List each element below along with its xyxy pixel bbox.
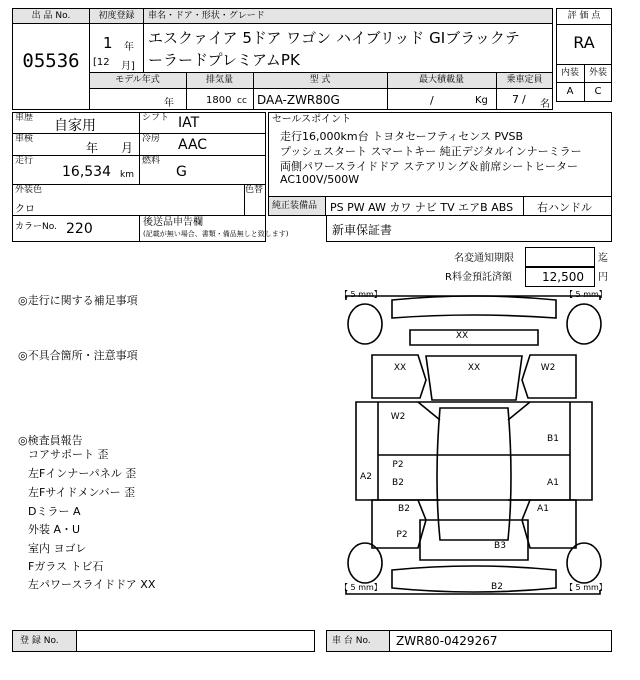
tire-rl-depth: 【 5 (340, 583, 359, 592)
inspector-line-4: Dミラー A (28, 505, 81, 518)
fuel-label: 燃料 (142, 156, 161, 166)
displacement-value: 1800 (206, 95, 232, 106)
reg-no-label: 登 録 No. (20, 636, 59, 646)
model-title-line-1: エスクァイア 5ドア ワゴン ハイブリッド GIブラックテ (148, 29, 520, 47)
recycle-unit: 円 (598, 272, 608, 283)
fuel-value: G (176, 164, 187, 180)
load-slash: / (430, 94, 434, 107)
wheel-fr (567, 304, 601, 344)
ext-color-value: クロ (15, 204, 35, 215)
inspector-line-3: 左Fサイドメンバー 歪 (28, 486, 136, 499)
mark-windshield: XX (467, 363, 481, 373)
ac-label: 冷房 (142, 134, 161, 144)
model-year-label: モデル年式 (115, 75, 160, 85)
interior-label: 内装 (560, 68, 579, 78)
mark-left-rear-b2: B2 (398, 504, 410, 514)
history-label: 車歴 (15, 113, 34, 123)
right-front-fender (522, 355, 576, 398)
hood-panel (410, 330, 538, 345)
history-value: 自家用 (54, 118, 96, 134)
mark-rear-bumper: B2 (491, 582, 503, 592)
color-no-value: 220 (66, 221, 93, 237)
front-bumper (392, 296, 556, 318)
mark-left-side: A2 (360, 472, 372, 482)
sales-line-3: 両側パワースライドドア ステアリング＆前席シートヒーター (280, 160, 578, 173)
shift-value: IAT (178, 115, 200, 131)
load-unit: Kg (475, 95, 488, 106)
recycle-value: 12,500 (542, 270, 584, 284)
sales-line-1: 走行16,000km台 トヨタセーフティセンス PVSB (280, 130, 524, 143)
warranty-value: 新車保証書 (332, 223, 393, 237)
inspection-year-unit: 年 (86, 141, 99, 155)
tire-fl-depth: 【 5 (340, 290, 359, 299)
inspection-label: 車検 (15, 134, 34, 144)
load-label: 最大積載量 (418, 75, 464, 85)
mark-right-rear-door: A1 (547, 478, 559, 488)
seats-label: 乗車定員 (506, 75, 543, 85)
tire-fl-unit: mm】 (358, 290, 382, 299)
exterior-grade: C (594, 86, 602, 97)
interior-grade: A (566, 86, 574, 97)
supplement-label: ◎走行に関する補足事項 (18, 294, 138, 307)
mileage-unit: km (120, 170, 134, 180)
mark-left-rear-p2: P2 (396, 530, 408, 540)
wheel-fl (348, 304, 382, 344)
reg-year: 1 (103, 34, 113, 52)
type-value: DAA-ZWR80G (257, 93, 340, 107)
mileage-label: 走行 (15, 156, 34, 166)
reg-month: [12 (93, 57, 110, 68)
seats-slash: / (522, 93, 526, 106)
tire-fr-unit: mm】 (583, 290, 607, 299)
defect-label: ◎不具合箇所・注意事項 (18, 349, 138, 362)
exterior-label: 外装 (588, 68, 607, 78)
sales-line-4: AC100V/500W (280, 173, 360, 186)
mark-hood: XX (455, 331, 469, 341)
chassis-label: 車 台 No. (332, 636, 371, 646)
equip-label: 純正装備品 (272, 201, 318, 211)
tire-rl-unit: mm】 (358, 583, 382, 592)
post-docs-note: (記載が無い場合、書類・備品無しと致します) (143, 230, 289, 238)
mark-left-front-door-b2: B2 (392, 478, 404, 488)
body-doorlines (378, 402, 570, 500)
equip-value: PS PW AW カワ ナビ TV エアB ABS (330, 201, 514, 214)
seats-value: 7 (512, 93, 519, 106)
inspector-line-2: 左Fインナーパネル 歪 (28, 467, 137, 480)
model-title-line-2: ーラードプレミアムPK (148, 51, 300, 69)
grade-label: 評 価 点 (567, 11, 601, 21)
lot-number: 05536 (22, 50, 80, 72)
title-label: 車名・ドア・形状・グレード (148, 11, 265, 21)
right-rear-quarter (522, 500, 576, 548)
sales-line-2: プッシュスタート スマートキー 純正デジタルインナーミラー (280, 145, 582, 158)
wheel-rl (348, 543, 382, 583)
post-docs-label: 後送品申告欄 (143, 217, 203, 228)
mark-right-rear-side: A1 (537, 504, 549, 514)
mark-rear-b3: B3 (494, 541, 506, 551)
mileage-value: 16,534 (62, 164, 111, 180)
mark-right-front-door: B1 (547, 434, 559, 444)
color-change-label: 色替 (245, 185, 264, 195)
inspector-line-7: Fガラス トビ石 (28, 560, 104, 573)
ac-value: AAC (178, 137, 208, 153)
reg-label: 初度登録 (98, 11, 135, 21)
inspection-month-unit: 月 (121, 141, 134, 155)
inspector-line-8: 左パワースライドドア XX (28, 578, 156, 591)
grade-value: RA (573, 33, 595, 52)
displacement-label: 排気量 (205, 75, 233, 85)
notice-unit: 迄 (598, 253, 608, 264)
shift-label: シフト (142, 113, 170, 123)
mark-left-front-fender: XX (393, 363, 407, 373)
handle-value: 右ハンドル (537, 201, 592, 214)
mark-roof: W2 (390, 412, 406, 422)
model-year-unit: 年 (164, 98, 174, 109)
recycle-label: R料金預託済額 (445, 272, 512, 283)
mark-right-front-fender: W2 (540, 363, 556, 373)
chassis-value: ZWR80-0429267 (396, 634, 498, 648)
lot-label: 出 品 No. (31, 11, 71, 21)
tire-rr-depth: 【 5 (565, 583, 584, 592)
tire-fr-depth: 【 5 (565, 290, 584, 299)
rear-bumper (392, 566, 556, 592)
notice-label: 名変通知期限 (454, 253, 514, 264)
inspector-line-1: コアサポート 歪 (28, 448, 109, 461)
inspector-line-6: 室内 ヨゴレ (28, 542, 87, 555)
displacement-unit: cc (237, 96, 247, 106)
type-label: 型 式 (309, 75, 331, 85)
inspector-line-5: 外装 A・U (28, 523, 81, 536)
pillars (418, 402, 530, 500)
tire-rr-unit: mm】 (583, 583, 607, 592)
left-front-fender (372, 355, 426, 398)
sales-label: セールスポイント (272, 114, 352, 125)
ext-color-label: 外装色 (15, 185, 43, 195)
wheel-rr (567, 543, 601, 583)
color-no-label: カラーNo. (15, 222, 57, 232)
mark-left-front-door-p2: P2 (392, 460, 404, 470)
seats-unit: 名 (540, 99, 550, 110)
reg-year-unit: 年 (124, 42, 134, 53)
inspector-label: ◎検査員報告 (18, 434, 83, 447)
reg-month-unit: 月] (121, 61, 135, 72)
